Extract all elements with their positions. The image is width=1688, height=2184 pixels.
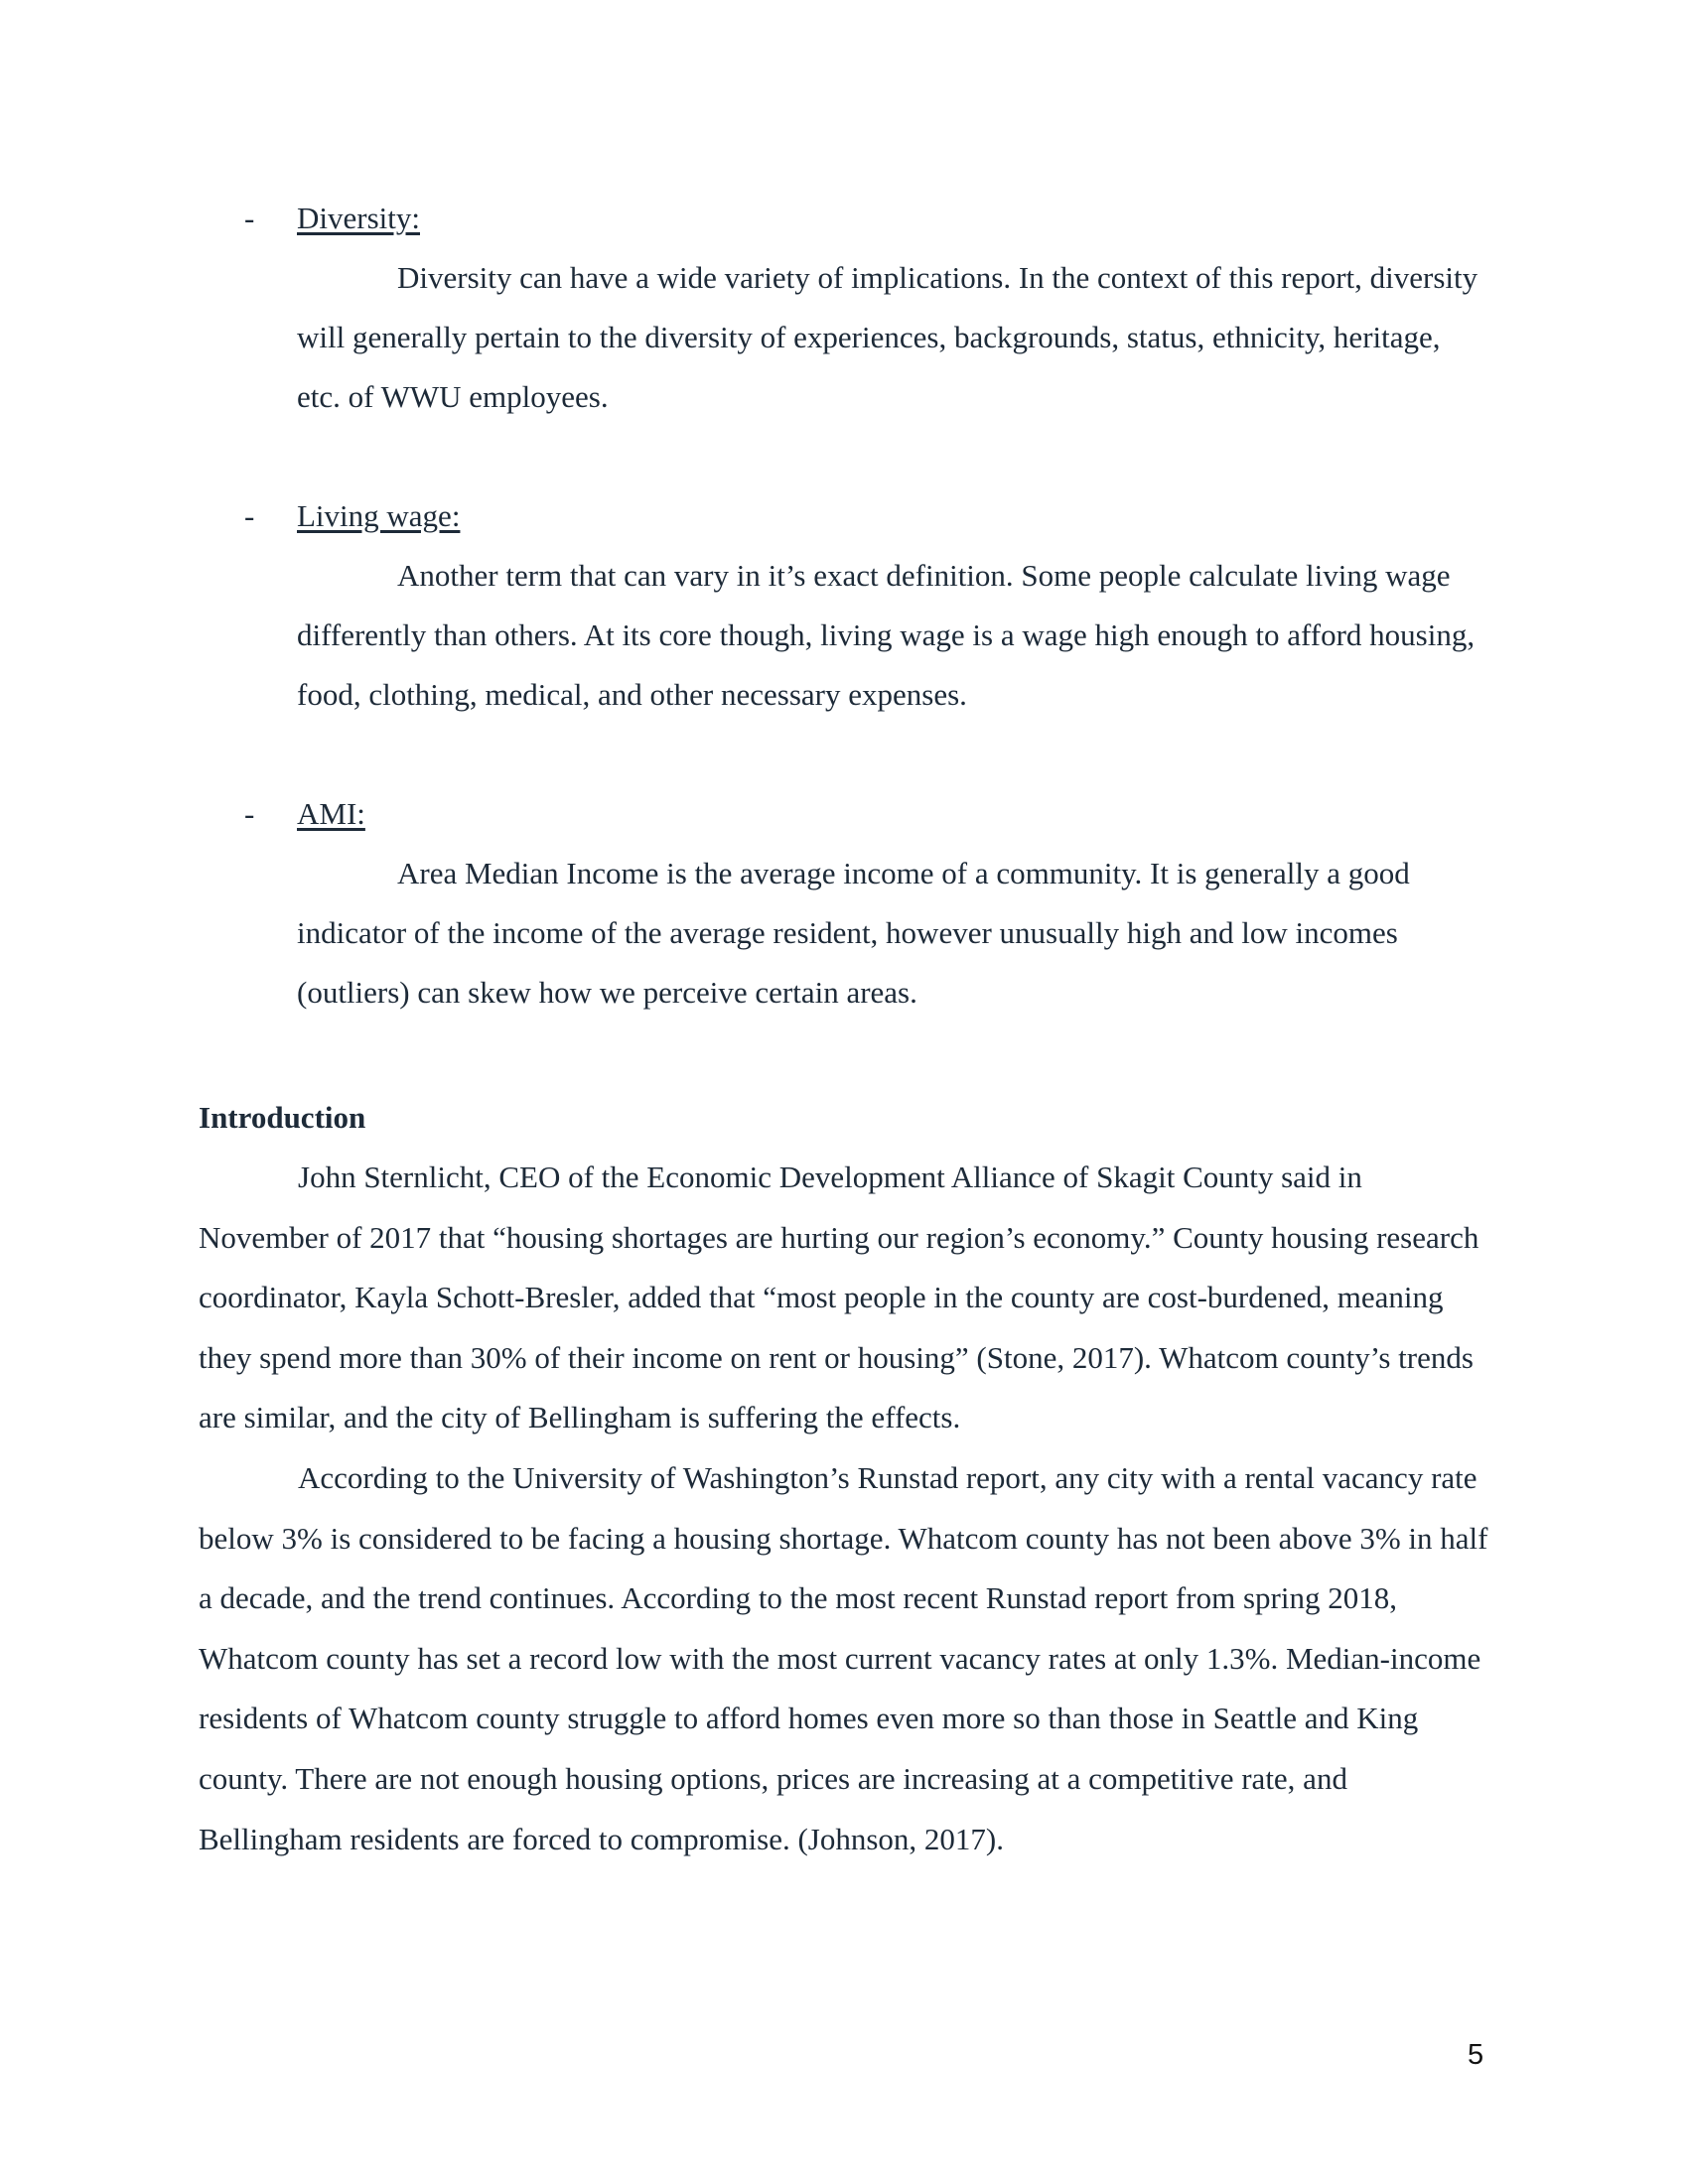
definition-body: Area Median Income is the average income of a community. It is generally a good indicator of the income of the average resident, however unusually high and low incomes (outliers) can skew how we perceive certain areas. bbox=[297, 856, 1410, 1010]
introduction-paragraph-2: According to the University of Washington’s Runstad report, any city with a rental vacancy rate below 3% is considered to be facing a housing shortage. Whatcom county has not been above 3% in half a decade, and the trend continues. According to the most recent Runstad report from spring 2018, Whatcom county has set a record low with the most current vacancy rates at only 1.3%. Median-income residents of Whatcom county struggle to afford homes even more so than those in Seattle and King county. There are not enough housing options, prices are increasing at a competitive rate, and Bellingham residents are forced to compromise. (Johnson, 2017). bbox=[199, 1460, 1488, 1856]
definition-term: Living wage: bbox=[297, 498, 461, 533]
page-number: 5 bbox=[1468, 2039, 1484, 2071]
definition-term: AMI: bbox=[297, 796, 365, 831]
list-dash: - bbox=[244, 498, 255, 533]
definition-body: Another term that can vary in it’s exact definition. Some people calculate living wage differently than others. At its core though, living wage is a wage high enough to afford housing, food, clothing, medical, and other necessary expenses. bbox=[297, 558, 1476, 712]
definition-body: Diversity can have a wide variety of implications. In the context of this report, diversity will generally pertain to the diversity of experiences, backgrounds, status, ethnicity, heritage, etc. of WWU employees. bbox=[297, 260, 1478, 414]
list-dash: - bbox=[244, 796, 255, 831]
definition-term: Diversity: bbox=[297, 201, 420, 235]
section-heading-introduction: Introduction bbox=[199, 1100, 366, 1135]
introduction-paragraph-1: John Sternlicht, CEO of the Economic Development Alliance of Skagit County said in November of 2017 that “housing shortages are hurting our region’s economy.” County housing research coordinator, Kayla Schott-Bresler, added that “most people in the county are cost-burdened, meaning they spend more than 30% of their income on rent or housing” (Stone, 2017). Whatcom county’s trends are similar, and the city of Bellingham is suffering the effects. bbox=[199, 1160, 1479, 1435]
list-dash: - bbox=[244, 201, 255, 235]
